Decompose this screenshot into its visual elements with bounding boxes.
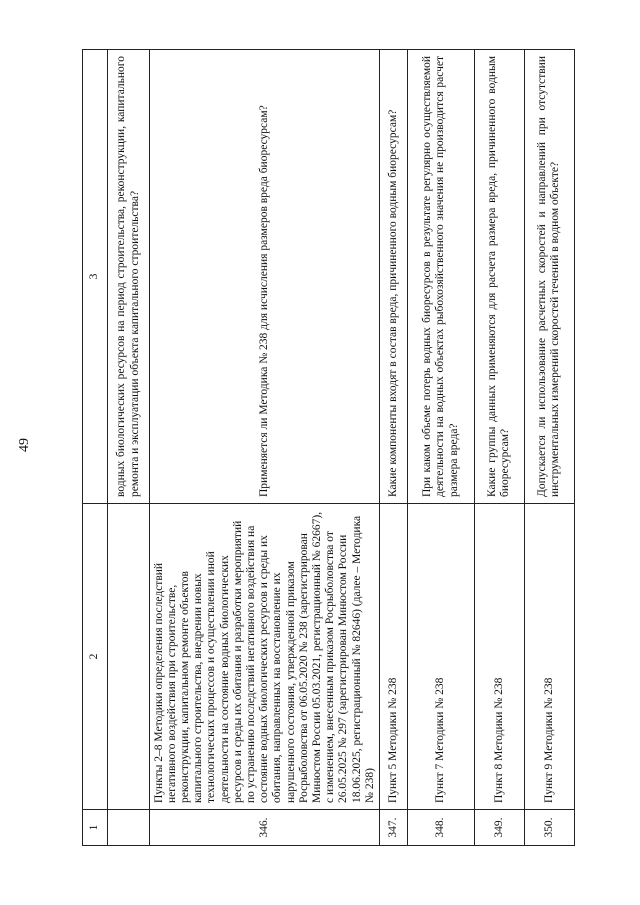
row-reference: Пункт 8 Методики № 238 <box>474 504 524 810</box>
rotated-table-container <box>82 50 575 846</box>
column-header-2: 2 <box>83 504 108 810</box>
row-number: 349. <box>474 810 524 846</box>
table-row <box>474 50 524 846</box>
row-number: 346. <box>150 810 380 846</box>
table-row <box>408 50 474 846</box>
row-number: 350. <box>524 810 574 846</box>
column-header-3: 3 <box>83 50 108 504</box>
row-question: Какие группы данных применяются для расчета размера вреда, причиненного водным биоресурсам? <box>474 50 524 504</box>
row-reference: Пункт 7 Методики № 238 <box>408 504 474 810</box>
continuation-question: водных биологических ресурсов на период строительства, реконструкции, капитального ремонта и эксплуатации объекта капитального строительства? <box>108 50 150 504</box>
row-reference: Пункты 2–8 Методики определения последствий негативного воздействия при строительстве, реконструкции, капитальном ремонте объектов капитального строительства, внедрении новых технологических процессов и осуществлении иной деятельности на состояние водных биологических ресурсов и среды их обитания и разработки мероприятий по устранению последствий негативного воздействия на состояние водных биологических ресурсов и среды их обитания, направленных на восстановление их нарушенного состояния, утвержденной приказом Росрыболовства от 06.05.2020 № 238 (зарегистрирован Минюстом России 05.03.2021, регистрационный № 62667), с изменением, внесенным приказом Росрыболовства от 26.05.2025 № 297 (зарегистрирован Минюстом России 18.06.2025, регистрационный № 82646) (далее – Методика № 238) <box>150 504 380 810</box>
table-row <box>380 50 408 846</box>
row-reference: Пункт 9 Методики № 238 <box>524 504 574 810</box>
row-question: Допускается ли использование расчетных скоростей и направлений при отсутствии инструментальных измерений скоростей течений в водном объекте? <box>524 50 574 504</box>
row-reference: Пункт 5 Методики № 238 <box>380 504 408 810</box>
column-header-1: 1 <box>83 810 108 846</box>
table-row <box>524 50 574 846</box>
continuation-reference-cell <box>108 504 150 810</box>
page-number: 49 <box>17 438 32 452</box>
questions-table <box>82 49 575 846</box>
row-number: 348. <box>408 810 474 846</box>
row-number: 347. <box>380 810 408 846</box>
header-row <box>83 50 108 846</box>
table-row <box>150 50 380 846</box>
row-question: Применяется ли Методика № 238 для исчисления размеров вреда биоресурсам? <box>150 50 380 504</box>
continuation-row <box>108 50 150 846</box>
row-question: При каком объеме потерь водных биоресурсов в результате регулярно осуществляемой деятельности на водных объектах рыбохозяйственного значения не производится расчет размера вреда? <box>408 50 474 504</box>
continuation-num-cell <box>108 810 150 846</box>
row-question: Какие компоненты входят в состав вреда, причиненного водным биоресурсам? <box>380 50 408 504</box>
